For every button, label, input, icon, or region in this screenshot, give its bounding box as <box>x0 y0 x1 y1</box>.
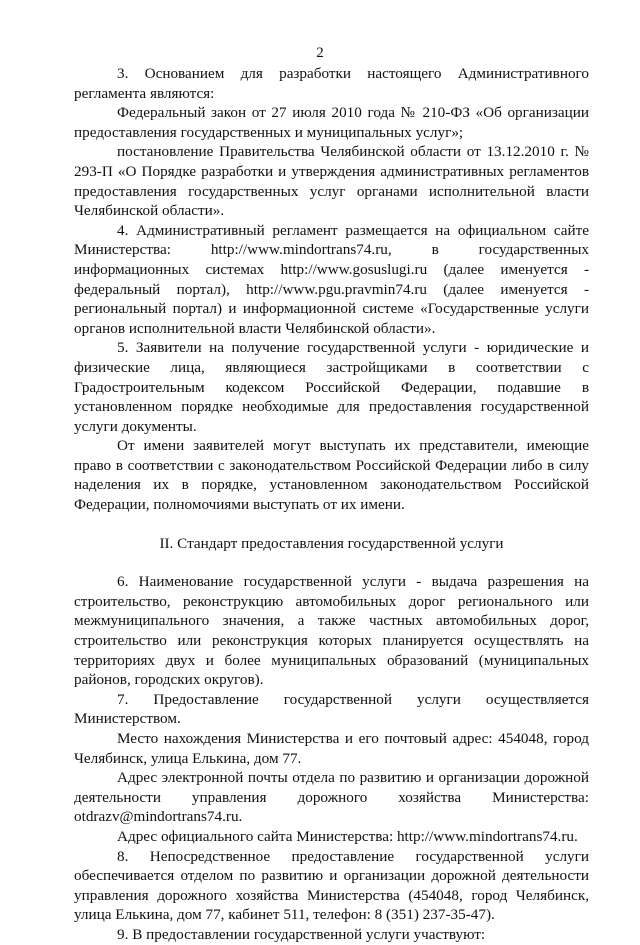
paragraph-website-address: Адрес официального сайта Министерства: http://www.mindortrans74.ru. <box>117 827 578 845</box>
document-body <box>74 64 589 945</box>
spacer <box>74 553 589 572</box>
paragraph-4-placement: 4. Административный регламент размещается на официальном сайте Министерства: http://www.mindortrans74.ru, в государственных информационных системах http://www.gosuslugi.ru (далее именуется - федеральный портал), http://www.pgu.pravmin74.ru (далее именуется - региональный портал) и информационной системе «Государственные услуги органов исполнительной власти Челябинской области». <box>74 221 589 337</box>
paragraph-6-service-name: 6. Наименование государственной услуги - выдача разрешения на строительство, реконструкцию автомобильных дорог регионального или межмуниципального значения, а также частных автомобильных дорог, строительство или реконструкция которых планируется осуществлять на территориях двух и более муниципальных образований (муниципальных районов, городских округов). <box>74 573 589 689</box>
paragraph-government-resolution: постановление Правительства Челябинской области от 13.12.2010 г. № 293-П «О Порядке разработки и утверждения административных регламентов предоставления государственных услуг органами исполнительной власти Челябинской области». <box>74 143 589 220</box>
paragraph-federal-law: Федеральный закон от 27 июля 2010 года № 210-ФЗ «Об организации предоставления государственных и муниципальных услуг»; <box>74 104 589 141</box>
paragraph-3-basis: 3. Основанием для разработки настоящего Административного регламента являются: <box>74 65 589 102</box>
spacer <box>74 515 589 534</box>
paragraph-7-provider: 7. Предоставление государственной услуги осуществляется Министерством. <box>74 690 589 728</box>
paragraph-5-applicants: 5. Заявители на получение государственной услуги - юридические и физические лица, являющиеся застройщиками в соответствии с Градостроительным кодексом Российской Федерации, подавшие в установленном порядке необходимые для предоставления государственной услуги документы. <box>74 339 589 435</box>
paragraph-9-participants: 9. В предоставлении государственной услуги участвуют: <box>117 925 486 943</box>
paragraph-email-address: Адрес электронной почты отдела по развитию и организации дорожной деятельности управления дорожного хозяйства Министерства: otdrazv@mindortrans74.ru. <box>74 769 589 826</box>
page-number: 2 <box>316 45 324 61</box>
section-heading-standard: II. Стандарт предоставления государственной услуги <box>159 534 504 552</box>
paragraph-8-direct-provision: 8. Непосредственное предоставление государственной услуги обеспечивается отделом по развитию и организации дорожной деятельности управления дорожного хозяйства Министерства (454048, город Челябинск, улица Елькина, дом 77, кабинет 511, телефон: 8 (351) 237-35-47). <box>74 847 589 924</box>
paragraph-representatives: От имени заявителей могут выступать их представители, имеющие право в соответствии с законодательством Российской Федерации либо в силу наделения их в порядке, установленном законодательством Российской Федерации, полномочиями выступать от их имени. <box>74 437 589 514</box>
paragraph-ministry-address: Место нахождения Министерства и его почтовый адрес: 454048, город Челябинск, улица Елькина, дом 77. <box>74 730 589 767</box>
